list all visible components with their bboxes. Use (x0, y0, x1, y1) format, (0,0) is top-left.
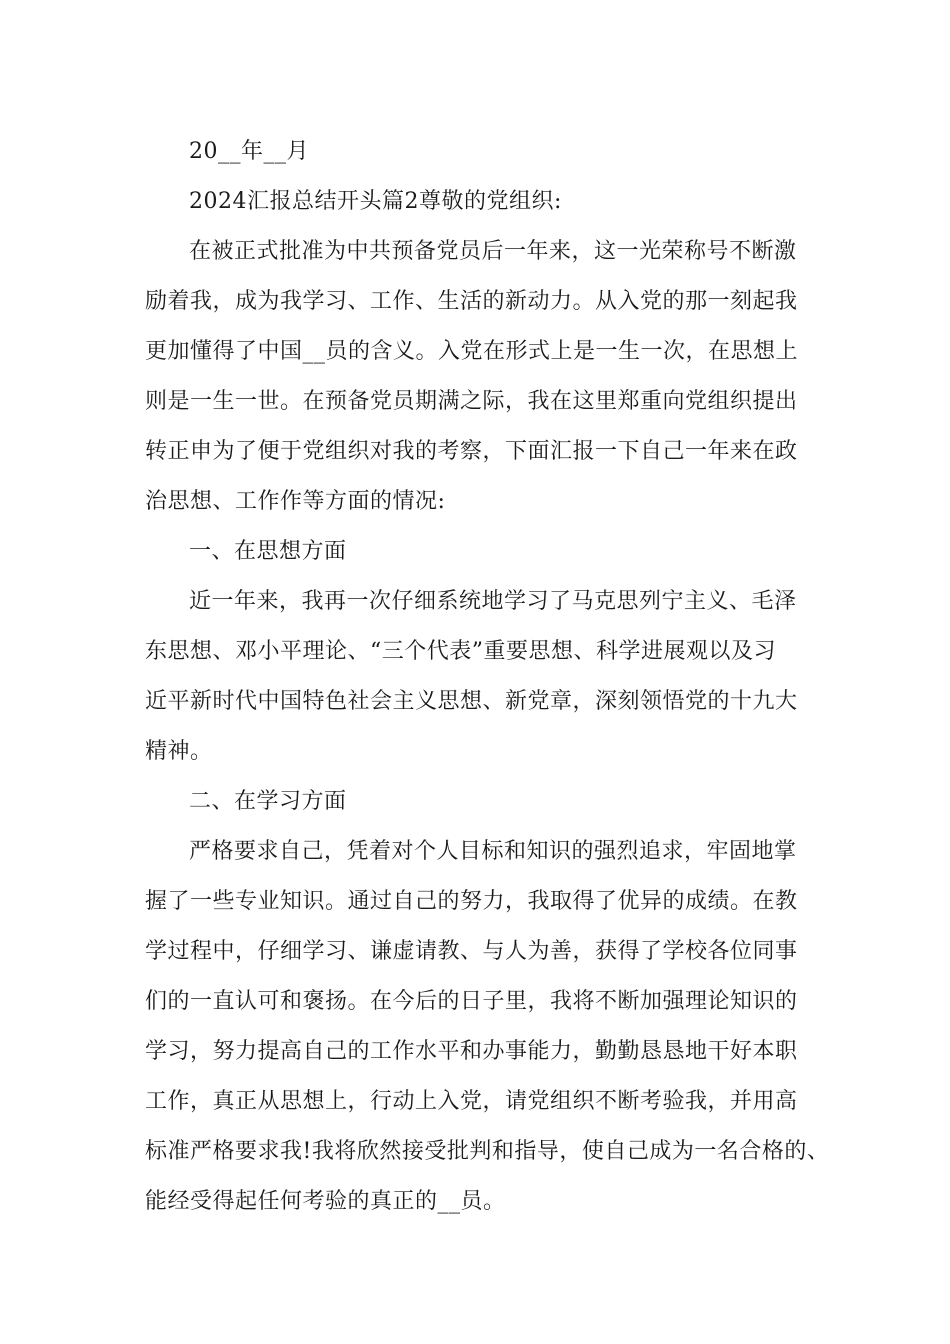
paragraph-line: 工作，真正从思想上，行动上入党，请党组织不断考验我，并用高 (145, 1089, 798, 1114)
paragraph-line: 励着我，成为我学习、工作、生活的新动力。从入党的那一刻起我 (145, 289, 798, 314)
paragraph-line: 标准严格要求我!我将欣然接受批判和指导，使自己成为一名合格的、 (145, 1139, 830, 1164)
paragraph-line: 精神。 (145, 739, 213, 764)
paragraph-line: 能经受得起任何考验的真正的__员。 (145, 1189, 506, 1214)
paragraph-line: 治思想、工作作等方面的情况: (145, 489, 446, 514)
paragraph-line: 严格要求自己，凭着对个人目标和知识的强烈追求，牢固地掌 (189, 839, 797, 864)
paragraph-line: 东思想、邓小平理论、“三个代表”重要思想、科学进展观以及习 (145, 639, 776, 664)
paragraph-line: 学习，努力提高自己的工作水平和办事能力，勤勤恳恳地干好本职 (145, 1039, 798, 1064)
heading-line: 2024汇报总结开头篇2尊敬的党组织: (189, 189, 562, 214)
section-title: 二、在学习方面 (189, 789, 347, 814)
paragraph-line: 们的一直认可和褒扬。在今后的日子里，我将不断加强理论知识的 (145, 989, 798, 1014)
paragraph-line: 则是一生一世。在预备党员期满之际，我在这里郑重向党组织提出 (145, 389, 798, 414)
paragraph-line: 近一年来，我再一次仔细系统地学习了马克思列宁主义、毛泽 (189, 589, 797, 614)
date-line: 20__年__月 (189, 139, 309, 164)
paragraph-line: 握了一些专业知识。通过自己的努力，我取得了优异的成绩。在教 (145, 889, 798, 914)
paragraph-line: 在被正式批准为中共预备党员后一年来，这一光荣称号不断激 (189, 239, 797, 264)
paragraph-line: 更加懂得了中国__员的含义。入党在形式上是一生一次，在思想上 (145, 339, 799, 364)
paragraph-line: 转正申为了便于党组织对我的考察，下面汇报一下自己一年来在政 (145, 439, 798, 464)
section-title: 一、在思想方面 (189, 539, 347, 564)
paragraph-line: 学过程中，仔细学习、谦虚请教、与人为善，获得了学校各位同事 (145, 939, 798, 964)
paragraph-line: 近平新时代中国特色社会主义思想、新党章，深刻领悟党的十九大 (145, 689, 798, 714)
